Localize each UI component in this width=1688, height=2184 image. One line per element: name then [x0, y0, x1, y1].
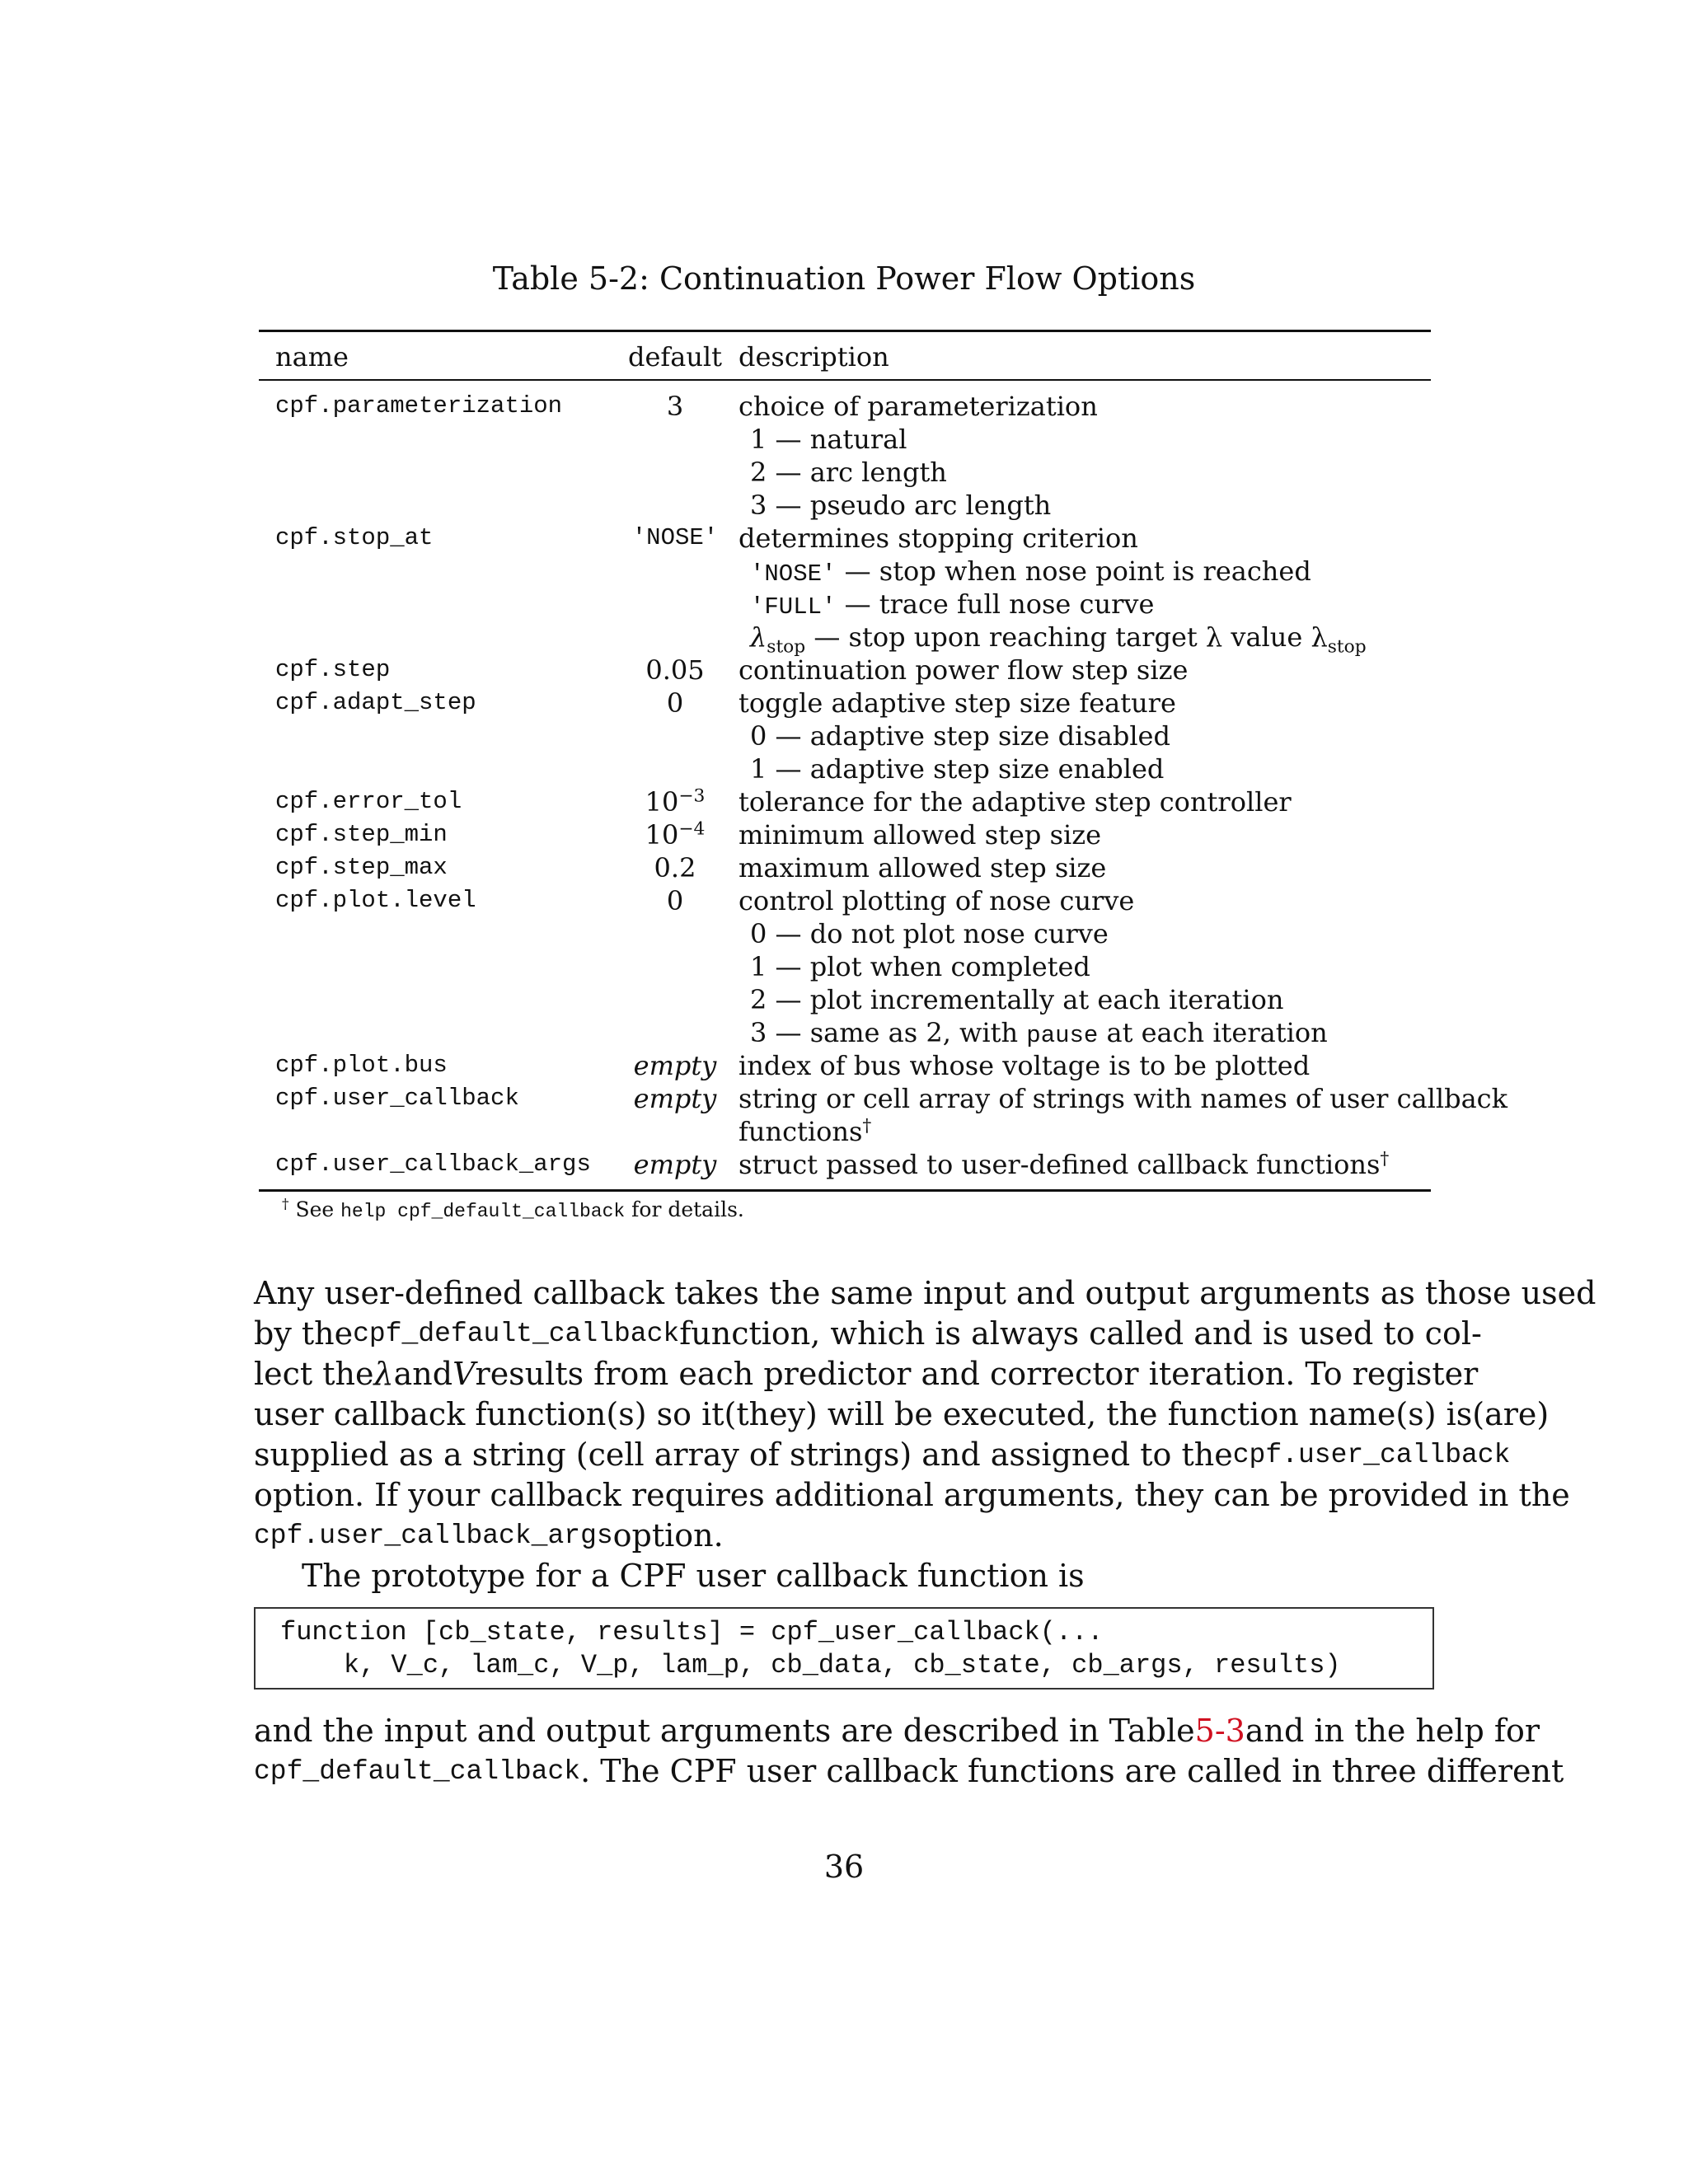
text-line — [254, 1711, 1540, 1751]
table-reference-link[interactable]: 5-3 — [1194, 1713, 1245, 1749]
footnote-text: See — [288, 1197, 341, 1221]
option-description: control plotting of nose curve — [738, 885, 1135, 916]
text-run: user callback function(s) so it(they) will be executed, the function name(s) is(are) — [254, 1396, 1550, 1432]
text-run: by the — [254, 1315, 354, 1352]
option-default: 3 — [666, 391, 684, 422]
option-description — [738, 1115, 1431, 1148]
table-row — [259, 884, 1431, 917]
option-description — [738, 1148, 1431, 1181]
header-name: name — [275, 341, 349, 373]
option-name: cpf.error_tol — [275, 788, 462, 815]
code-line: k, V_c, lam_c, V_p, lam_p, cb_data, cb_state, cb_args, results) — [280, 1650, 1341, 1680]
option-description — [750, 621, 1442, 658]
body-paragraph-continued — [254, 1711, 1564, 1792]
table-row — [259, 489, 1431, 522]
table-row — [259, 1148, 1431, 1181]
option-description: toggle adaptive step size feature — [738, 687, 1176, 719]
table-row — [259, 522, 1431, 555]
description-text: 3 — same as 2, with — [750, 1017, 1027, 1048]
lambda-symbol: λ — [373, 1356, 394, 1392]
option-default: 0.2 — [654, 852, 696, 883]
option-name: cpf.parameterization — [275, 392, 563, 419]
option-name: cpf.stop_at — [275, 524, 434, 551]
table-row — [259, 752, 1431, 785]
option-name: cpf.adapt_step — [275, 689, 476, 716]
option-name: cpf.step_min — [275, 821, 448, 848]
description-text: — stop when nose point is reached — [836, 555, 1311, 587]
table-footnote — [282, 1193, 744, 1228]
option-description: tolerance for the adaptive step controller — [738, 786, 1292, 818]
body-paragraph — [254, 1273, 1597, 1596]
option-description: continuation power flow step size — [738, 654, 1189, 686]
table-row — [259, 818, 1431, 851]
table-row — [259, 785, 1431, 818]
option-default — [605, 818, 745, 851]
option-description: 0 — adaptive step size disabled — [750, 720, 1170, 752]
text-run: and the input and output arguments are described in Table — [254, 1713, 1195, 1749]
voltage-symbol: V — [452, 1356, 476, 1392]
description-text: — stop upon reaching target λ value λ — [805, 621, 1328, 653]
table-header-rule — [259, 379, 1431, 381]
table-row — [259, 456, 1431, 489]
option-description — [750, 1016, 1442, 1052]
option-name: cpf.plot.level — [275, 887, 476, 914]
option-description: 2 — plot incrementally at each iteration — [750, 984, 1284, 1015]
table-row — [259, 851, 1431, 884]
description-text: — trace full nose curve — [836, 588, 1155, 620]
table-header-row — [259, 340, 1431, 373]
option-name: cpf.plot.bus — [275, 1052, 448, 1079]
option-default: empty — [633, 1083, 717, 1114]
option-description — [750, 555, 1442, 591]
code-line: function [cb_state, results] = cpf_user_callback(... — [280, 1617, 1104, 1647]
subscript: stop — [1327, 636, 1367, 658]
option-name: cpf.step_max — [275, 854, 448, 881]
table-row — [259, 654, 1431, 687]
option-description — [750, 588, 1442, 624]
header-description: description — [738, 341, 889, 373]
option-name: cpf.user_callback — [275, 1085, 519, 1112]
option-name: cpf.user_callback_args — [275, 1151, 591, 1178]
option-description: determines stopping criterion — [738, 523, 1138, 554]
text-line — [254, 1751, 1564, 1792]
table-row — [259, 621, 1431, 658]
inline-code: cpf_default_callback — [254, 1756, 581, 1787]
inline-code: help cpf_default_callback — [340, 1201, 626, 1222]
option-description: 0 — do not plot nose curve — [750, 918, 1109, 949]
table-row — [259, 555, 1431, 588]
inline-code: cpf.user_callback — [1232, 1440, 1511, 1470]
option-description: maximum allowed step size — [738, 852, 1107, 883]
table-row — [259, 719, 1431, 752]
table-row — [259, 950, 1431, 983]
table-top-rule — [259, 330, 1431, 332]
option-description: choice of parameterization — [738, 391, 1098, 422]
option-description: 2 — arc length — [750, 457, 947, 488]
table-row — [259, 588, 1431, 621]
text-line — [254, 1516, 1436, 1556]
text-run: and — [393, 1356, 453, 1392]
text-run: and in the help for — [1245, 1713, 1540, 1749]
inline-code: cpf.user_callback_args — [254, 1521, 613, 1551]
table-caption: Table 5-2: Continuation Power Flow Options — [492, 260, 1196, 297]
option-default: 0.05 — [645, 654, 705, 686]
inline-code: 'FULL' — [750, 593, 837, 621]
text-run: option. — [612, 1517, 724, 1554]
text-run: supplied as a string (cell array of strings) and assigned to the — [254, 1436, 1233, 1473]
text-line — [254, 1273, 1597, 1314]
table-row — [259, 390, 1431, 423]
option-description: 3 — pseudo arc length — [750, 490, 1052, 521]
inline-code: 'NOSE' — [750, 560, 837, 588]
option-description: 1 — adaptive step size enabled — [750, 753, 1165, 785]
option-description: string or cell array of strings with names of user callback — [738, 1083, 1507, 1114]
option-default: 0 — [666, 885, 684, 916]
option-default: 0 — [666, 687, 684, 719]
exponent-base: 10 — [645, 819, 679, 851]
table-row — [259, 1115, 1431, 1148]
description-text: at each iteration — [1098, 1017, 1328, 1048]
table-row — [259, 687, 1431, 719]
text-line — [254, 1435, 1511, 1475]
subscript: stop — [767, 636, 806, 658]
table-row — [259, 1082, 1507, 1115]
text-run: Any user-defined callback takes the same input and output arguments as those used — [254, 1275, 1597, 1311]
text-run: function, which is always called and is used to col- — [679, 1315, 1482, 1352]
option-default: empty — [633, 1050, 717, 1081]
text-run: lect the — [254, 1356, 374, 1392]
dagger-mark: † — [862, 1115, 872, 1137]
exponent-base: 10 — [645, 786, 679, 818]
dagger-mark: † — [282, 1196, 289, 1213]
option-default: 'NOSE' — [631, 524, 719, 551]
inline-code: pause — [1026, 1022, 1099, 1049]
footnote-text: for details. — [625, 1197, 744, 1221]
table-row — [259, 1049, 1431, 1082]
option-description: index of bus whose voltage is to be plotted — [738, 1050, 1311, 1081]
option-default: empty — [633, 1149, 717, 1180]
code-listing — [254, 1607, 1434, 1690]
inline-code: cpf_default_callback — [353, 1319, 680, 1349]
text-line — [254, 1314, 1482, 1354]
text-line — [254, 1354, 1479, 1394]
lambda-symbol: λ — [750, 621, 767, 653]
text-line — [254, 1475, 1570, 1516]
header-default: default — [627, 341, 723, 373]
text-run: The prototype for a CPF user callback function is — [302, 1558, 1085, 1594]
description-text: functions — [738, 1116, 863, 1147]
option-default — [605, 785, 745, 818]
text-run: . The CPF user callback functions are called in three different — [580, 1753, 1564, 1789]
options-table — [259, 330, 1507, 1195]
table-row — [259, 1016, 1431, 1049]
table-row — [259, 917, 1431, 950]
text-run: option. If your callback requires additional arguments, they can be provided in the — [254, 1477, 1570, 1513]
option-description: 1 — plot when completed — [750, 951, 1090, 982]
dagger-mark: † — [1380, 1148, 1390, 1169]
text-line — [254, 1394, 1550, 1435]
table-bottom-rule — [259, 1189, 1431, 1192]
description-text: struct passed to user-defined callback functions — [738, 1149, 1381, 1180]
table-row — [259, 423, 1431, 456]
text-run: results from each predictor and corrector iteration. To register — [475, 1356, 1479, 1392]
page-number: 36 — [823, 1849, 865, 1885]
exponent: −3 — [678, 785, 706, 807]
option-description: 1 — natural — [750, 424, 907, 455]
option-name: cpf.step — [275, 656, 391, 683]
option-description: minimum allowed step size — [738, 819, 1102, 851]
table-row — [259, 983, 1431, 1016]
exponent: −4 — [678, 818, 706, 840]
text-line — [254, 1556, 1436, 1596]
